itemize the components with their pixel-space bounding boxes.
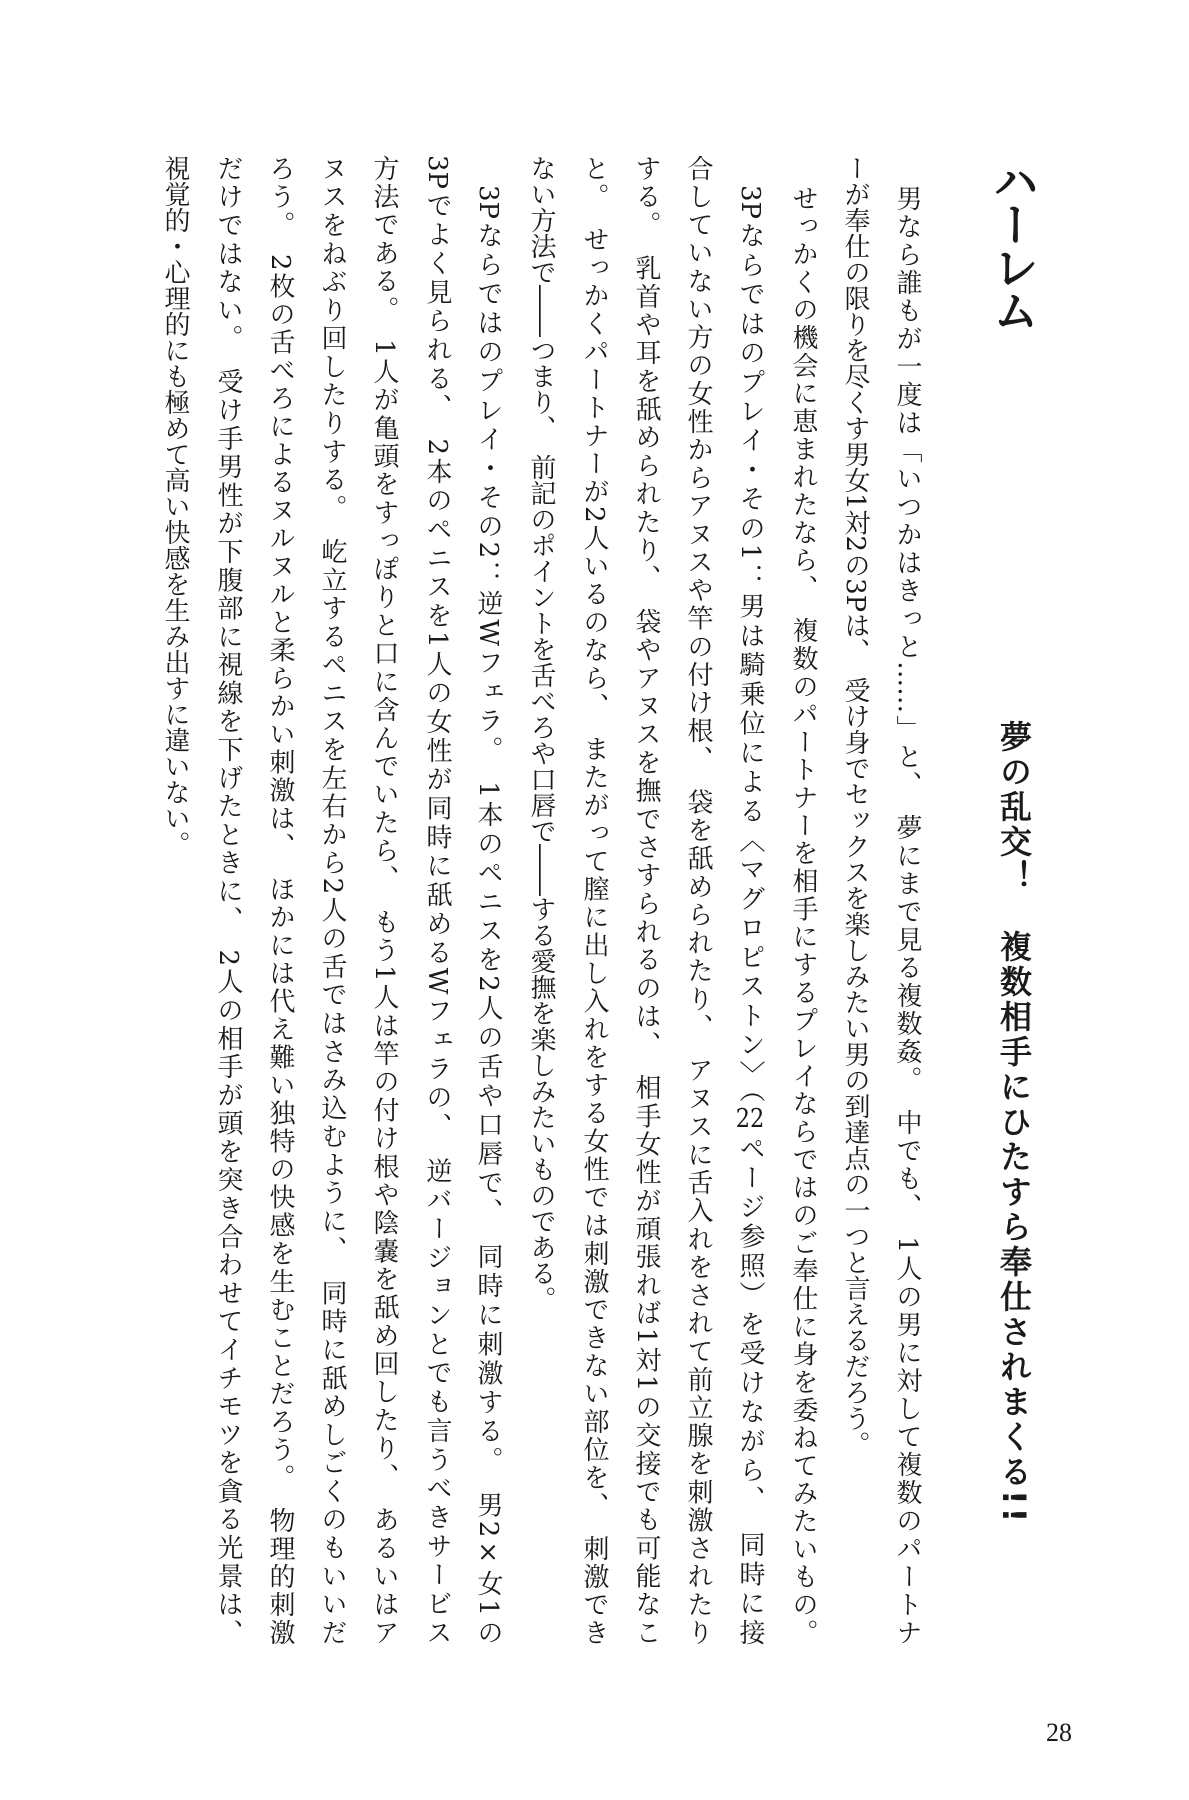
body-column: 3Pならではのプレイ・その1：男は騎乗位による〈マグロピストン〉（22ページ参照）を受けながら、 同時に接 — [735, 185, 765, 1645]
body-column: 3Pでよく見られる、 2本のペニスを1人の女性が同時に舐めるWフェラの、 逆バージョンとでも言うべきサービス — [422, 155, 452, 1645]
body-column: だけではない。 受け手男性が下腹部に視線を下げたときに、 2人の相手が頭を突き合わせてイチモツを貪る光景は、 — [213, 155, 243, 1645]
upright-number: 22 — [735, 1105, 765, 1132]
body-column: ヌスをねぶり回したりする。 屹立するペニスを左右から2人の舌ではさみ込むように、 同時に舐めしごくのもいいだ — [317, 155, 347, 1645]
page-subtitle: 夢の乱交！ 複数相手にひたすら奉仕されまくる!! — [995, 720, 1033, 1526]
body-column: 合していない方の女性からアヌスや竿の付け根、 袋を舐められたり、 アヌスに舌入れをされて前立腺を刺激されたり — [683, 155, 713, 1645]
body-column: ない方法で――つまり、 前記のポイントを舌べろや口唇で――する愛撫を楽しみたいものである。 — [526, 155, 556, 1312]
body-column: せっかくの機会に恵まれたなら、 複数のパートナーを相手にするプレイならではのご奉仕に身を委ねてみたいもの。 — [788, 185, 818, 1645]
body-column: 男なら誰もが一度は「いつかはきっと……」と、 夢にまで見る複数姦。 中でも、 1人の男に対して複数のパートナ — [892, 185, 922, 1645]
body-column: ーが奉仕の限りを尽くす男女1対2の3Pは、 受け身でセックスを楽しみたい男の到達点の一つと言えるだろう。 — [840, 155, 870, 1458]
body-column: ろう。 2枚の舌べろによるヌルヌルと柔らかい刺激は、 ほかには代え難い独特の快感を生むことだろう。 物理的刺激 — [265, 155, 295, 1645]
body-column: する。 乳首や耳を舐められたり、 袋やアヌスを撫でさすられるのは、 相手女性が頑張れば1対1の交接でも可能なこ — [631, 155, 661, 1645]
body-column: 視覚的・心理的にも極めて高い快感を生み出すに違いない。 — [160, 155, 190, 857]
page-title: ハーレム — [986, 158, 1040, 330]
body-column: 3Pならではのプレイ・その2：逆Wフェラ。 1本のペニスを2人の舌や口唇で、 同時に刺激する。 男2×女1の — [473, 185, 503, 1645]
body-column: 方法である。 1人が亀頭をすっぽりと口に含んでいたら、 もう1人は竿の付け根や陰嚢を舐め回したり、 あるいはア — [369, 155, 399, 1645]
page-number: 28 — [1046, 1718, 1072, 1747]
body-column: と。 せっかくパートナーが2人いるのなら、 またがって膣に出し入れをする女性では刺激できない部位を、 刺激でき — [579, 155, 609, 1645]
